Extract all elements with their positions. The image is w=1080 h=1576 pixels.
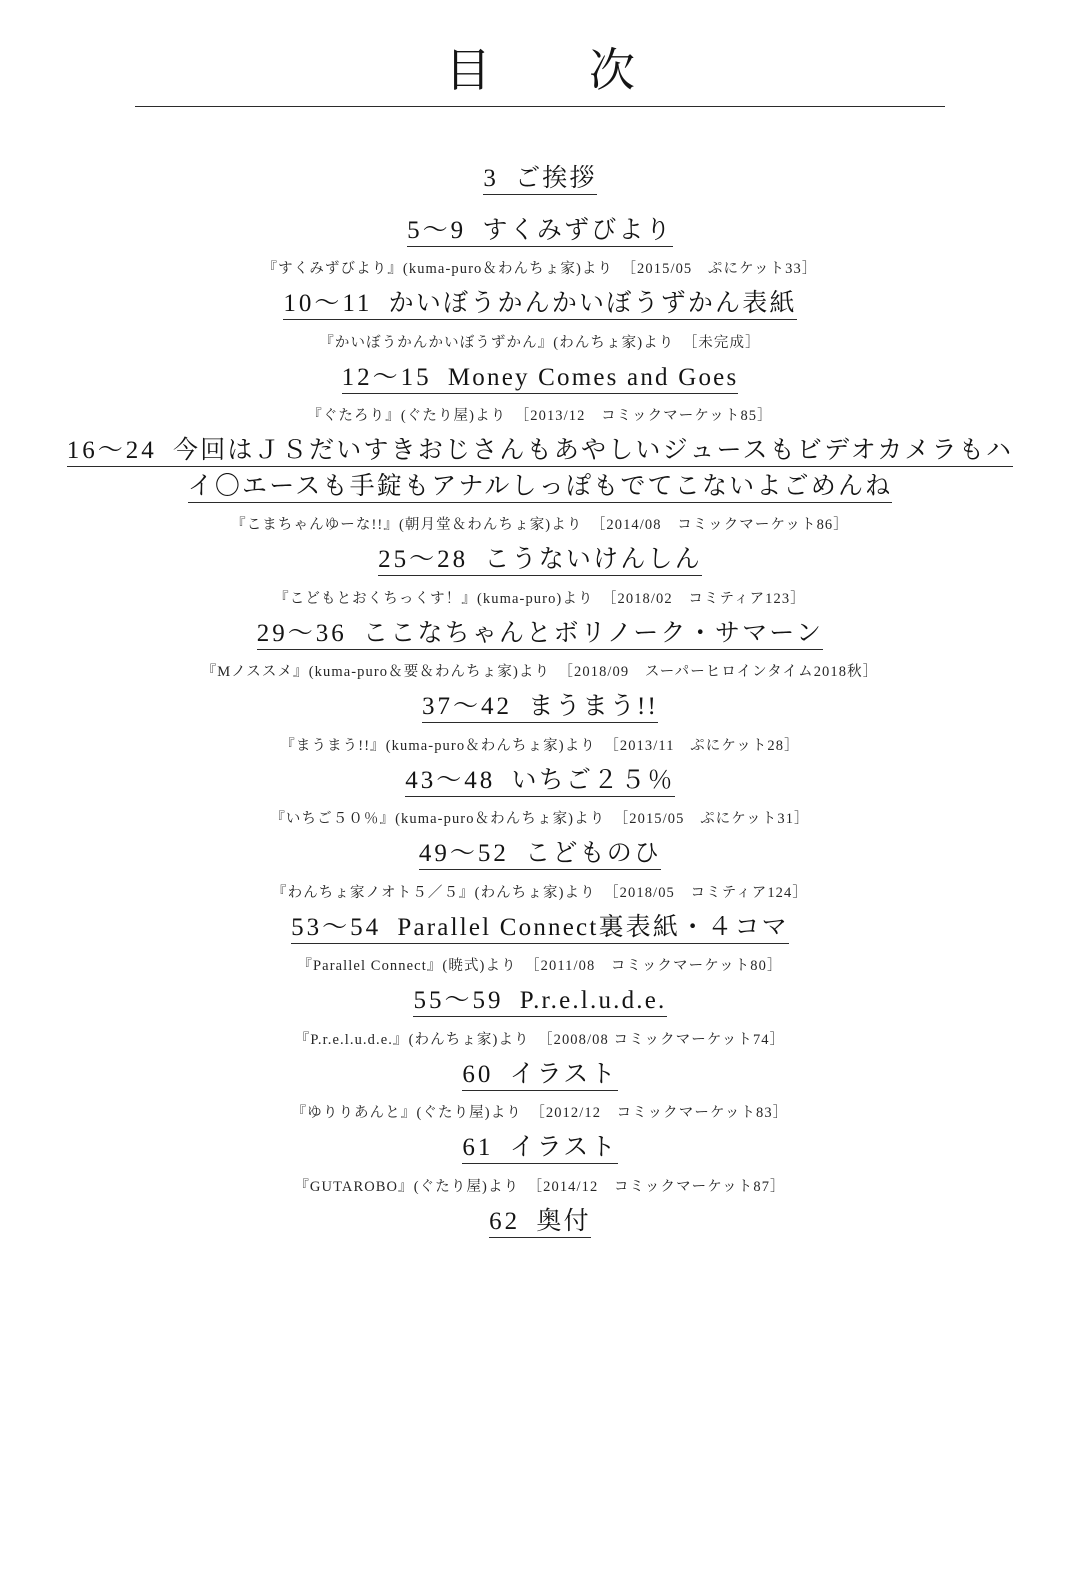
toc-entry-heading — [60, 161, 1020, 197]
toc-entry-pages: 62 — [489, 1207, 521, 1235]
toc-entry-source: 『まうまう!!』(kuma-puro＆わんちょ家)より ［2013/11 ぷにケット28］ — [280, 737, 800, 754]
toc-entry-head — [462, 1061, 617, 1091]
toc-entry-head — [422, 693, 658, 723]
toc-entry-source: 『Mノススメ』(kuma-puro＆要＆わんちょ家)より ［2018/09 スーパーヒロインタイム2018秋］ — [201, 664, 879, 680]
toc-entry[interactable] — [60, 213, 1020, 279]
toc-entry[interactable] — [60, 689, 1020, 755]
toc-entry-source: 『わんちょ家ノオト５／５』(わんちょ家)より ［2018/05 コミティア124］ — [272, 884, 808, 901]
toc-entry[interactable] — [60, 360, 1020, 426]
toc-entry-heading — [60, 836, 1020, 872]
toc-entry-heading — [60, 910, 1020, 946]
toc-entry-pages: 5〜9 — [407, 216, 467, 244]
toc-entry-pages: 60 — [462, 1060, 494, 1088]
toc-entry-title: イラスト — [509, 1060, 618, 1088]
toc-entry-heading — [60, 360, 1020, 396]
toc-entry-title: こうないけんしん — [484, 546, 702, 573]
toc-entry-title: イラスト — [509, 1134, 618, 1161]
toc-entry-source: 『ぐたろり』(ぐたり屋)より ［2013/12 コミックマーケット85］ — [307, 408, 773, 424]
toc-entry-head — [407, 217, 673, 247]
toc-entry-head — [257, 620, 823, 650]
toc-entry-source: 『こどもとおくちっくす！』(kuma-puro)より ［2018/02 コミティア123］ — [274, 590, 806, 607]
toc-entry-heading — [60, 1130, 1020, 1166]
toc-entry-heading — [60, 1204, 1020, 1240]
toc-entry-heading — [60, 983, 1020, 1019]
toc-entry-head — [489, 1208, 591, 1238]
toc-entry-pages: 29〜36 — [256, 619, 347, 647]
toc-entry[interactable] — [60, 836, 1020, 902]
toc-entry-pages: 43〜48 — [405, 766, 496, 794]
toc-entry[interactable] — [60, 910, 1020, 976]
toc-entry-head — [483, 165, 596, 195]
toc-entry-source: 『P.r.e.l.u.d.e.』(わんちょ家)より ［2008/08 コミックマーケット74］ — [294, 1031, 786, 1048]
toc-entry-source: 『Parallel Connect』(暁式)より ［2011/08 コミックマーケット80］ — [297, 958, 783, 974]
toc-entry-pages: 16〜24 — [66, 437, 157, 464]
toc-entry-heading — [60, 763, 1020, 799]
toc-entry[interactable] — [60, 1057, 1020, 1123]
title-divider — [135, 106, 945, 107]
toc-entry-heading — [60, 433, 1020, 504]
toc-entry-head — [462, 1134, 617, 1164]
page-title: 目 次 — [445, 45, 661, 96]
toc-entry[interactable] — [60, 286, 1020, 352]
toc-entry-title: P.r.e.l.u.d.e. — [519, 987, 667, 1014]
table-of-contents — [60, 161, 1020, 1239]
toc-entry-head — [291, 914, 789, 944]
toc-entry-heading — [60, 689, 1020, 725]
toc-entry[interactable] — [60, 161, 1020, 197]
toc-entry[interactable] — [60, 616, 1020, 682]
toc-entry-title: まうまう!! — [528, 693, 659, 720]
toc-entry-source: 『いちご５０％』(kuma-puro＆わんちょ家)より ［2015/05 ぷにケット31］ — [270, 811, 810, 827]
toc-entry-title: Parallel Connect裏表紙・４コマ — [397, 913, 789, 941]
toc-entry-heading — [60, 616, 1020, 652]
toc-entry-source: 『かいぼうかんかいぼうずかん』(わんちょ家)より ［未完成］ — [319, 334, 761, 351]
toc-entry-heading — [60, 286, 1020, 322]
toc-entry-pages: 3 — [483, 165, 499, 192]
toc-entry-title: 今回はＪＳだいすきおじさんもあやしいジュースもビデオカメラもハイ〇エースも手錠もアナルしっぽもでてこないよごめんね — [173, 437, 1014, 500]
toc-entry-title: すくみずびより — [482, 216, 673, 244]
toc-entry[interactable] — [60, 983, 1020, 1049]
toc-entry-title: いちご２５％ — [511, 766, 675, 794]
toc-entry-title: かいぼうかんかいぼうずかん表紙 — [388, 290, 797, 317]
toc-entry-heading — [60, 542, 1020, 578]
toc-entry-pages: 25〜28 — [378, 546, 469, 573]
toc-entry-pages: 49〜52 — [418, 840, 509, 867]
toc-entry-pages: 12〜15 — [341, 363, 432, 391]
toc-entry[interactable] — [60, 433, 1020, 534]
toc-entry-source: 『すくみずびより』(kuma-puro＆わんちょ家)より ［2015/05 ぷにケット33］ — [262, 261, 818, 277]
toc-entry-title: ご挨拶 — [515, 165, 597, 192]
toc-entry-head — [378, 546, 702, 576]
toc-entry[interactable] — [60, 1204, 1020, 1240]
toc-entry-pages: 10〜11 — [283, 290, 373, 317]
toc-entry[interactable] — [60, 763, 1020, 829]
toc-entry-pages: 55〜59 — [413, 987, 504, 1014]
toc-entry-heading — [60, 213, 1020, 249]
toc-entry-title: ここなちゃんとボリノーク・サマーン — [363, 619, 824, 647]
toc-entry-head — [413, 987, 666, 1017]
toc-entry-source: 『ゆりりあんと』(ぐたり屋)より ［2012/12 コミックマーケット83］ — [291, 1105, 789, 1121]
toc-entry-title: 奥付 — [536, 1207, 591, 1235]
toc-entry-pages: 53〜54 — [291, 913, 382, 941]
toc-entry-title: Money Comes and Goes — [447, 363, 739, 391]
toc-entry-head — [405, 767, 674, 797]
toc-entry-head — [67, 437, 1013, 503]
toc-entry-pages: 37〜42 — [421, 693, 512, 720]
toc-entry-head — [283, 290, 796, 320]
toc-entry-head — [342, 364, 739, 394]
toc-entry-heading — [60, 1057, 1020, 1093]
toc-entry-pages: 61 — [462, 1134, 494, 1161]
toc-entry-title: こどものひ — [525, 840, 662, 867]
toc-entry-source: 『GUTAROBO』(ぐたり屋)より ［2014/12 コミックマーケット87］ — [294, 1178, 786, 1195]
toc-entry-source: 『こまちゃんゆーな!!』(朝月堂＆わんちょ家)より ［2014/08 コミックマーケット86］ — [231, 517, 849, 533]
toc-entry-head — [419, 840, 661, 870]
toc-entry[interactable] — [60, 542, 1020, 608]
toc-entry[interactable] — [60, 1130, 1020, 1196]
